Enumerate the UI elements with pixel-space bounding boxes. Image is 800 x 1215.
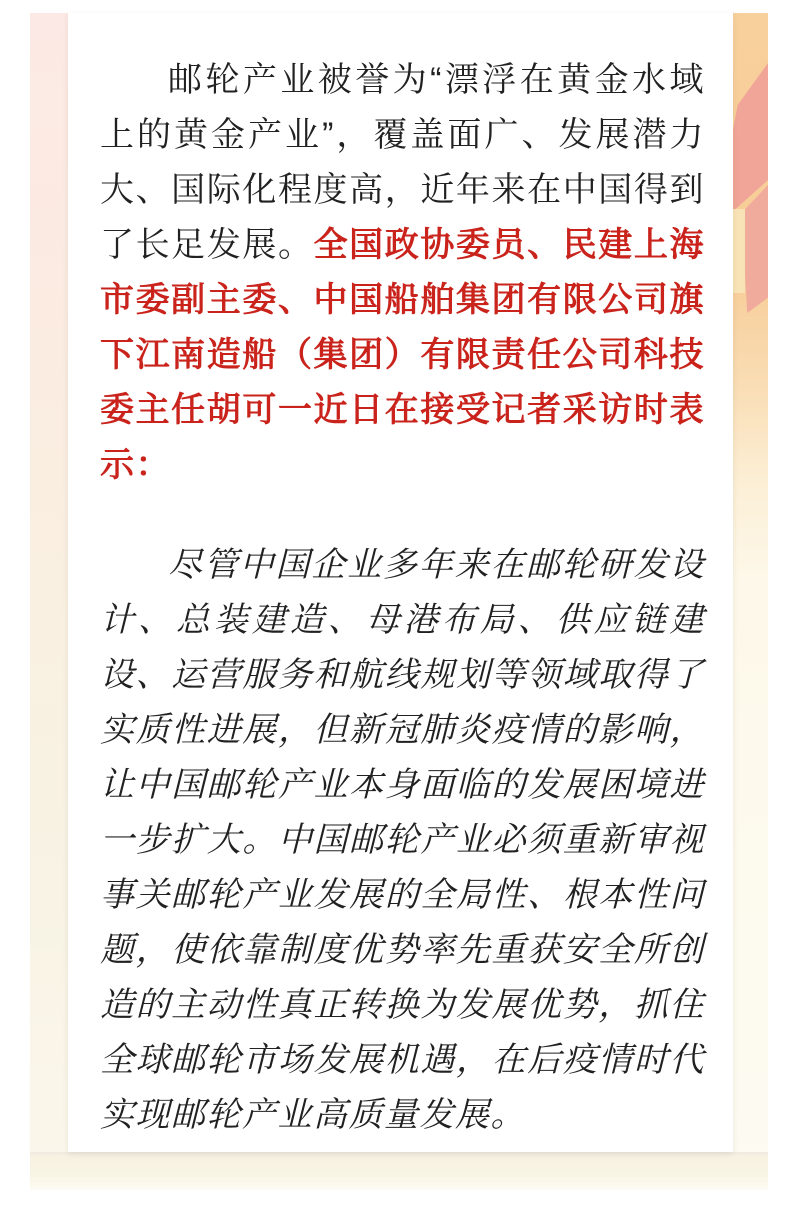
bottom-decorative-strip <box>30 1152 768 1190</box>
confetti-shape-icon <box>731 63 768 213</box>
confetti-shape-icon <box>741 185 768 313</box>
right-decorative-strip <box>731 13 768 1190</box>
intro-paragraph <box>100 53 705 493</box>
speaker-highlight-text: 全国政协委员、民建上海市委副主委、中国船舶集团有限公司旗下江南造船（集团）有限责任公司科技委主任胡可一近日在接受记者采访时表示： <box>100 226 705 484</box>
quote-paragraph: 尽管中国企业多年来在邮轮研发设计、总装建造、母港布局、供应链建设、运营服务和航线规划等领域取得了实质性进展，但新冠肺炎疫情的影响，让中国邮轮产业本身面临的发展困境进一步扩大。中国邮轮产业必须重新审视事关邮轮产业发展的全局性、根本性问题，使依靠制度优势率先重获安全所创造的主动性真正转换为发展优势，抓住全球邮轮市场发展机遇，在后疫情时代实现邮轮产业高质量发展。 <box>100 546 705 1134</box>
left-decorative-strip <box>30 13 68 1190</box>
article-content-card <box>68 13 733 1152</box>
intro-text: 邮轮产业被誉为“漂浮在黄金水域上的黄金产业”，覆盖面广、发展潜力大、国际化程度高，近年来在中国得到了长足发展。 <box>100 61 705 264</box>
confetti-shape-icon <box>731 209 745 293</box>
